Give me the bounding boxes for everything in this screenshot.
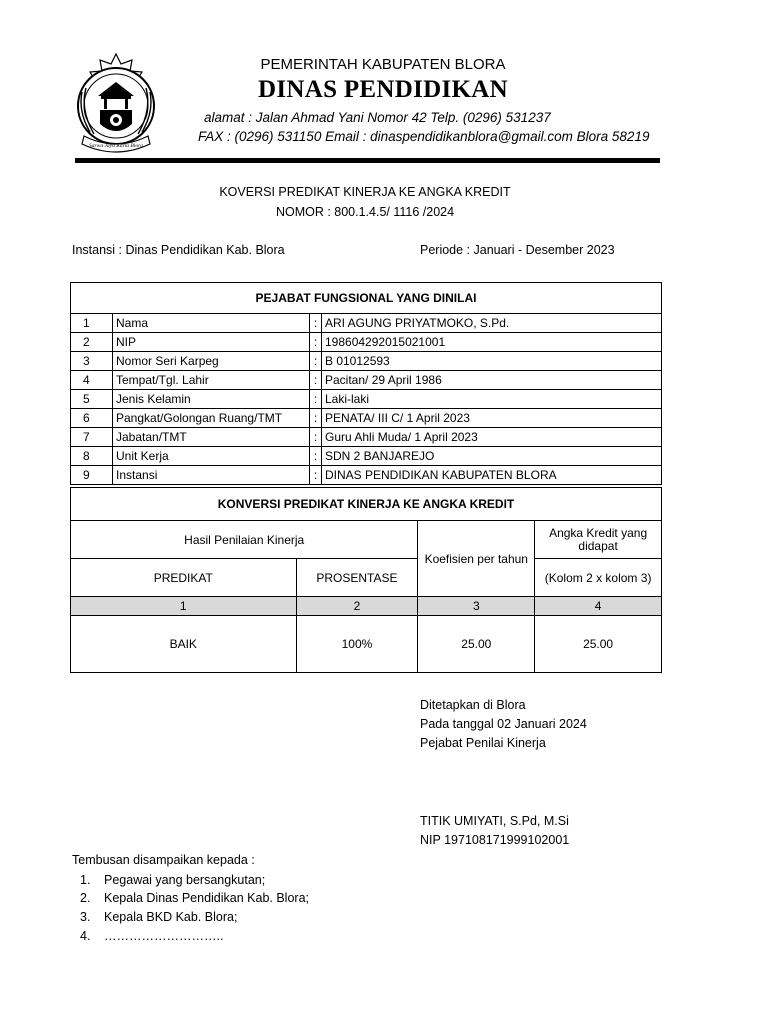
row-number: 1 [71, 314, 113, 333]
table-row [71, 428, 662, 447]
row-number: 3 [71, 352, 113, 371]
table-row [71, 314, 662, 333]
row-value: PENATA/ III C/ 1 April 2023 [322, 409, 662, 428]
signer-name: TITIK UMIYATI, S.Pd, M.Si [420, 814, 569, 828]
row-number: 9 [71, 466, 113, 485]
column-number: 1 [71, 597, 297, 616]
row-value: B 01012593 [322, 352, 662, 371]
document-title: KOVERSI PREDIKAT KINERJA KE ANGKA KREDIT [219, 185, 511, 199]
cc-item-number: 2. [80, 891, 91, 905]
hasil-penilaian-header: Hasil Penilaian Kinerja [71, 521, 418, 559]
predikat-value: BAIK [71, 616, 297, 673]
row-number: 6 [71, 409, 113, 428]
prosentase-value: 100% [296, 616, 418, 673]
cc-item: ……………………….. [104, 929, 224, 943]
row-value: SDN 2 BANJAREJO [322, 447, 662, 466]
angka-kredit-header: Angka Kredit yang didapat [535, 521, 662, 559]
row-separator: : [310, 390, 322, 409]
row-label: Jabatan/TMT [113, 428, 310, 447]
prosentase-header: PROSENTASE [296, 559, 418, 597]
row-separator: : [310, 466, 322, 485]
angka-kredit-value: 25.00 [535, 616, 662, 673]
row-label: Nomor Seri Karpeg [113, 352, 310, 371]
cc-item-number: 1. [80, 873, 91, 887]
row-label: NIP [113, 333, 310, 352]
row-value: Laki-laki [322, 390, 662, 409]
document-number: NOMOR : 800.1.4.5/ 1116 /2024 [275, 205, 455, 219]
kolom-formula: (Kolom 2 x kolom 3) [535, 559, 662, 597]
table-row [71, 409, 662, 428]
row-number: 8 [71, 447, 113, 466]
column-number-row [71, 597, 662, 616]
row-number: 5 [71, 390, 113, 409]
letterhead-address: alamat : Jalan Ahmad Yani Nomor 42 Telp. (0296) 531237 [204, 110, 551, 125]
cc-item-number: 3. [80, 910, 91, 924]
signature-place: Ditetapkan di Blora [420, 698, 526, 712]
letterhead-fax-email: FAX : (0296) 531150 Email : dinaspendidikanblora@gmail.com Blora 58219 [198, 129, 650, 144]
row-number: 2 [71, 333, 113, 352]
row-label: Jenis Kelamin [113, 390, 310, 409]
period-line: Periode : Januari - Desember 2023 [420, 243, 615, 257]
column-number: 4 [535, 597, 662, 616]
row-label: Tempat/Tgl. Lahir [113, 371, 310, 390]
table-row [71, 466, 662, 485]
cc-item-number: 4. [80, 929, 91, 943]
row-number: 4 [71, 371, 113, 390]
konversi-table-header: KONVERSI PREDIKAT KINERJA KE ANGKA KREDIT [71, 488, 662, 521]
letterhead-divider [75, 158, 660, 163]
row-separator: : [310, 333, 322, 352]
table-row [71, 352, 662, 371]
regency-emblem-icon [68, 52, 164, 158]
predikat-header: PREDIKAT [71, 559, 297, 597]
row-value: Guru Ahli Muda/ 1 April 2023 [322, 428, 662, 447]
row-label: Instansi [113, 466, 310, 485]
column-number: 3 [418, 597, 535, 616]
table-row [71, 371, 662, 390]
row-separator: : [310, 371, 322, 390]
row-label: Nama [113, 314, 310, 333]
row-label: Pangkat/Golongan Ruang/TMT [113, 409, 310, 428]
row-number: 7 [71, 428, 113, 447]
koefisien-header: Koefisien per tahun [418, 521, 535, 597]
koefisien-value: 25.00 [418, 616, 535, 673]
cc-item: Pegawai yang bersangkutan; [104, 873, 266, 887]
table-row [71, 616, 662, 673]
konversi-table [70, 487, 662, 673]
signature-date: Pada tanggal 02 Januari 2024 [420, 717, 587, 731]
signer-nip: NIP 197108171999102001 [420, 833, 570, 847]
row-separator: : [310, 314, 322, 333]
department-name: DINAS PENDIDIKAN [258, 76, 508, 103]
table-row [71, 447, 662, 466]
cc-item: Kepala BKD Kab. Blora; [104, 910, 238, 924]
table-row [71, 333, 662, 352]
row-value: Pacitan/ 29 April 1986 [322, 371, 662, 390]
signature-role: Pejabat Penilai Kinerja [420, 736, 546, 750]
row-separator: : [310, 352, 322, 371]
cc-item: Kepala Dinas Pendidikan Kab. Blora; [104, 891, 309, 905]
column-number: 2 [296, 597, 418, 616]
government-name: PEMERINTAH KABUPATEN BLORA [260, 56, 506, 73]
row-separator: : [310, 409, 322, 428]
institution-line: Instansi : Dinas Pendidikan Kab. Blora [72, 243, 285, 257]
pejabat-table [70, 282, 662, 485]
row-separator: : [310, 428, 322, 447]
row-label: Unit Kerja [113, 447, 310, 466]
cc-title: Tembusan disampaikan kepada : [72, 853, 255, 867]
logo-motto: Sarwa Jaya Karta Blora [89, 143, 143, 149]
row-value: ARI AGUNG PRIYATMOKO, S.Pd. [322, 314, 662, 333]
row-value: DINAS PENDIDIKAN KABUPATEN BLORA [322, 466, 662, 485]
pejabat-table-header: PEJABAT FUNGSIONAL YANG DINILAI [71, 283, 662, 314]
row-separator: : [310, 447, 322, 466]
row-value: 198604292015021001 [322, 333, 662, 352]
table-row [71, 390, 662, 409]
